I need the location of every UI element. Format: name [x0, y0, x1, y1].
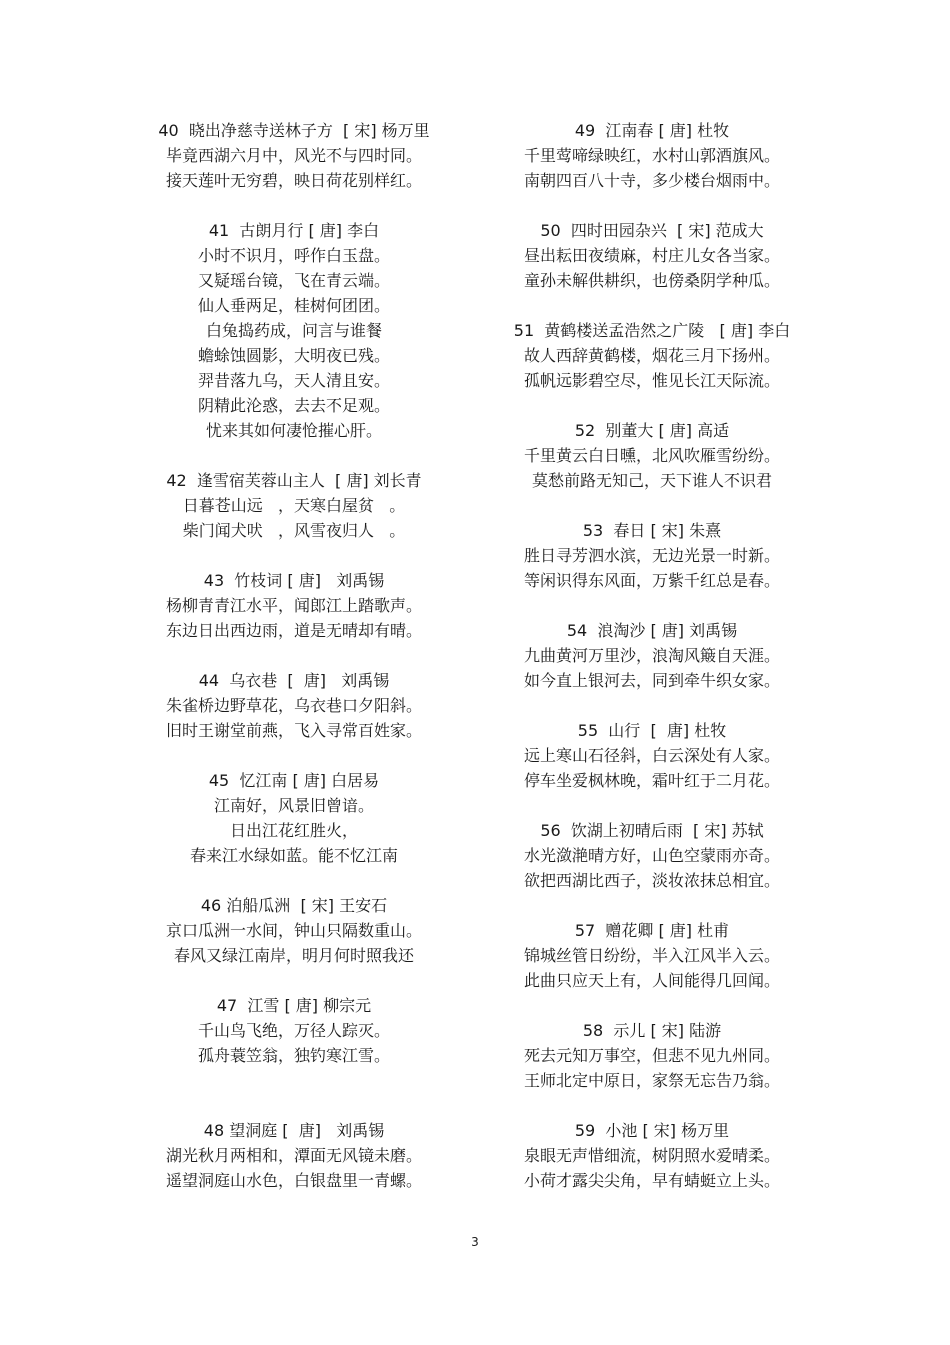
poem-title: 58 示儿 [ 宋] 陆游: [582, 1021, 722, 1040]
poem-line: 等闲识得东风面，万紫千红总是春。: [523, 571, 780, 590]
poem-block: [124, 893, 464, 968]
poem-title: 55 山行 [ 唐] 杜牧: [577, 721, 727, 740]
poem-line: 阴精此沦惑，去去不足观。: [197, 396, 390, 415]
poem-line: 千里黄云白日曛，北风吹雁雪纷纷。: [523, 446, 780, 465]
poem-line: 春来江水绿如蓝。能不忆江南: [189, 846, 398, 865]
poem-block: [482, 318, 822, 393]
poem-line: 白兔捣药成，问言与谁餐: [205, 321, 382, 340]
poem-line: 日出江花红胜火，: [229, 821, 358, 840]
left-column: [124, 118, 464, 1193]
poem-title: 46 泊船瓜洲 [ 宋] 王安石: [200, 896, 388, 915]
poem-block: [482, 118, 822, 193]
poem-title: 54 浪淘沙 [ 唐] 刘禹锡: [566, 621, 738, 640]
poem-line: 朱雀桥边野草花，乌衣巷口夕阳斜。: [165, 696, 422, 715]
poem-line: 故人西辞黄鹤楼，烟花三月下扬州。: [523, 346, 780, 365]
poem-line: 仙人垂两足，桂树何团团。: [197, 296, 390, 315]
poem-line: 羿昔落九乌，天人清且安。: [197, 371, 390, 390]
poem-line: 忧来其如何凄怆摧心肝。: [205, 421, 382, 440]
poem-block: [124, 768, 464, 868]
poem-line: 日暮苍山远 ，天寒白屋贫 。: [182, 496, 406, 515]
poem-line: 孤舟蓑笠翁，独钓寒江雪。: [197, 1046, 390, 1065]
poem-line: 如今直上银河去，同到牵牛织女家。: [523, 671, 780, 690]
poem-title: 40 晓出净慈寺送林子方 [ 宋] 杨万里: [158, 121, 430, 140]
poem-line: 九曲黄河万里沙，浪淘风簸自天涯。: [523, 646, 780, 665]
poem-line: 旧时王谢堂前燕，飞入寻常百姓家。: [165, 721, 422, 740]
poem-block: [124, 993, 464, 1068]
poem-line: 此曲只应天上有，人间能得几回闻。: [523, 971, 780, 990]
poem-line: 小时不识月，呼作白玉盘。: [197, 246, 390, 265]
poem-title: 45 忆江南 [ 唐] 白居易: [208, 771, 380, 790]
poem-block: [124, 118, 464, 193]
poem-line: 欲把西湖比西子，淡妆浓抹总相宜。: [523, 871, 780, 890]
poem-line: 死去元知万事空，但悲不见九州同。: [523, 1046, 780, 1065]
poem-line: 童孙未解供耕织，也傍桑阴学种瓜。: [523, 271, 780, 290]
poem-line: 泉眼无声惜细流，树阴照水爱晴柔。: [523, 1146, 780, 1165]
poem-block: [482, 518, 822, 593]
poem-line: 又疑瑶台镜，飞在青云端。: [197, 271, 390, 290]
poem-title: 48 望洞庭 [ 唐] 刘禹锡: [203, 1121, 385, 1140]
poem-title: 47 江雪 [ 唐] 柳宗元: [216, 996, 372, 1015]
poem-line: 毕竟西湖六月中，风光不与四时同。: [165, 146, 422, 165]
poem-block: [124, 468, 464, 543]
poem-line: 小荷才露尖尖角，早有蜻蜓立上头。: [523, 1171, 780, 1190]
poem-line: 胜日寻芳泗水滨，无边光景一时新。: [523, 546, 780, 565]
poem-line: 湖光秋月两相和，潭面无风镜未磨。: [165, 1146, 422, 1165]
poem-block: [124, 218, 464, 443]
poem-line: 春风又绿江南岸，明月何时照我还: [173, 946, 414, 965]
poem-line: 锦城丝管日纷纷，半入江风半入云。: [523, 946, 780, 965]
poem-block: [124, 1118, 464, 1193]
poem-line: 孤帆远影碧空尽，惟见长江天际流。: [523, 371, 780, 390]
poem-line: 接天莲叶无穷碧，映日荷花别样红。: [165, 171, 422, 190]
poem-line: 遥望洞庭山水色，白银盘里一青螺。: [165, 1171, 422, 1190]
poem-line: 莫愁前路无知己，天下谁人不识君: [531, 471, 772, 490]
poem-line: 东边日出西边雨，道是无晴却有晴。: [165, 621, 422, 640]
poem-line: 王师北定中原日，家祭无忘告乃翁。: [523, 1071, 780, 1090]
poem-title: 41 古朗月行 [ 唐] 李白: [208, 221, 380, 240]
poem-line: 柴门闻犬吠 ，风雪夜归人 。: [182, 521, 406, 540]
poem-title: 59 小池 [ 宋] 杨万里: [574, 1121, 730, 1140]
page-number: 3: [471, 1235, 479, 1249]
poem-block: [482, 418, 822, 493]
poem-line: 水光潋滟晴方好，山色空蒙雨亦奇。: [523, 846, 780, 865]
poem-title: 49 江南春 [ 唐] 杜牧: [574, 121, 730, 140]
poem-title: 50 四时田园杂兴 [ 宋] 范成大: [540, 221, 764, 240]
poem-title: 57 赠花卿 [ 唐] 杜甫: [574, 921, 730, 940]
poem-title: 56 饮湖上初晴后雨 [ 宋] 苏轼: [540, 821, 764, 840]
poem-line: 南朝四百八十寺，多少楼台烟雨中。: [523, 171, 780, 190]
right-column: [482, 118, 822, 1193]
poem-block: [124, 568, 464, 643]
poem-line: 停车坐爱枫林晚，霜叶红于二月花。: [523, 771, 780, 790]
poem-block: [482, 1118, 822, 1193]
poem-block: [482, 718, 822, 793]
poem-line: 远上寒山石径斜，白云深处有人家。: [523, 746, 780, 765]
poem-block: [124, 668, 464, 743]
poem-title: 52 别董大 [ 唐] 高适: [574, 421, 730, 440]
poem-line: 千里莺啼绿映红，水村山郭酒旗风。: [523, 146, 780, 165]
poem-line: 京口瓜洲一水间，钟山只隔数重山。: [165, 921, 422, 940]
poem-title: 42 逢雪宿芙蓉山主人 [ 唐] 刘长青: [166, 471, 422, 490]
poem-block: [482, 618, 822, 693]
poem-title: 44 乌衣巷 [ 唐] 刘禹锡: [198, 671, 390, 690]
poem-line: 昼出耘田夜绩麻，村庄儿女各当家。: [523, 246, 780, 265]
poem-title: 51 黄鹤楼送孟浩然之广陵 [ 唐] 李白: [513, 321, 791, 340]
poem-title: 43 竹枝词 [ 唐] 刘禹锡: [203, 571, 385, 590]
poem-block: [482, 818, 822, 893]
poem-line: 蟾蜍蚀圆影，大明夜已残。: [197, 346, 390, 365]
poem-line: 千山鸟飞绝，万径人踪灭。: [197, 1021, 390, 1040]
poem-block: [482, 918, 822, 993]
poem-line: 杨柳青青江水平，闻郎江上踏歌声。: [165, 596, 422, 615]
poem-block: [482, 218, 822, 293]
poem-title: 53 春日 [ 宋] 朱熹: [582, 521, 722, 540]
poem-block: [482, 1018, 822, 1093]
poem-line: 江南好，风景旧曾谙。: [213, 796, 374, 815]
